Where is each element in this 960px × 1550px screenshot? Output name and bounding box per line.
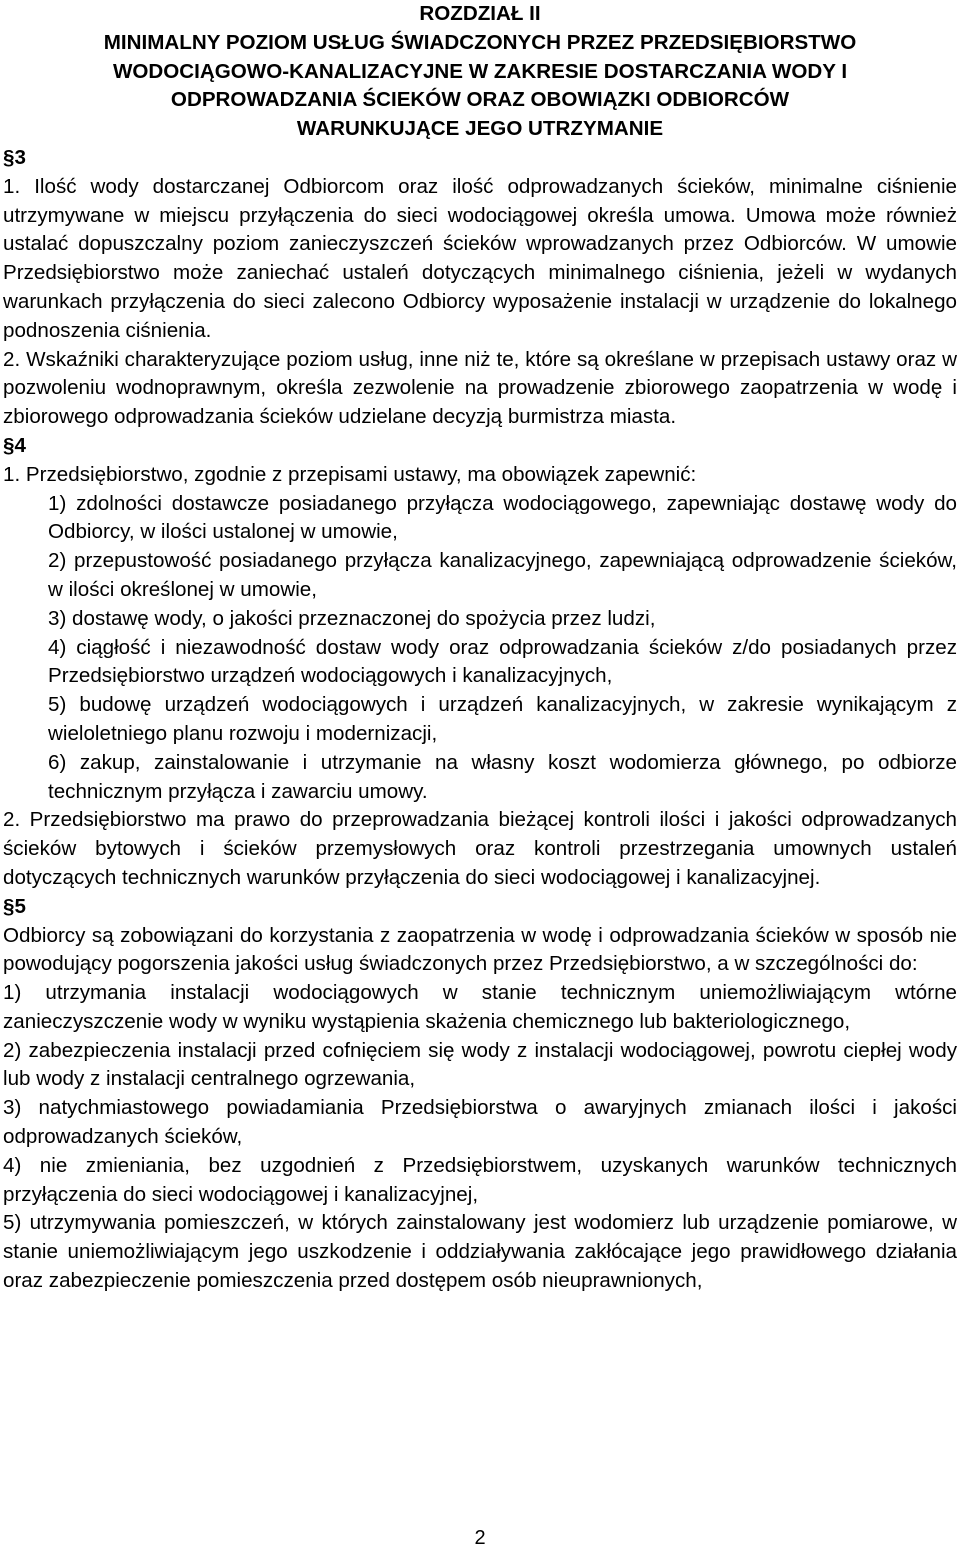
page-number: 2 — [474, 1527, 486, 1549]
section-heading-3: §3 — [3, 145, 26, 169]
chapter-title-line: MINIMALNY POZIOM USŁUG ŚWIADCZONYCH PRZEZ PRZEDSIĘBIORSTWO — [103, 30, 857, 54]
paragraph: 2. Wskaźniki charakteryzujące poziom usług, inne niż te, które są określane w przepisach ustawy oraz w pozwoleniu wodnoprawnym, określa zezwolenie na prowadzenie zbiorowego zaopatrzenia w wodę i zbiorowego odprowadzania ścieków udzielane decyzją burmistrza miasta. — [3, 347, 957, 429]
chapter-title-line: WARUNKUJĄCE JEGO UTRZYMANIE — [296, 117, 664, 141]
list-item: 4) ciągłość i niezawodność dostaw wody oraz odprowadzania ścieków z/do posiadanych przez Przedsiębiorstwo urządzeń wodociągowych i kanalizacyjnych, — [48, 635, 957, 688]
list-item: 2) zabezpieczenia instalacji przed cofnięciem się wody z instalacji wodociągowej, powrotu ciepłej wody lub wody z instalacji centralnego ogrzewania, — [3, 1038, 957, 1091]
chapter-title — [3, 0, 957, 144]
paragraph: Odbiorcy są zobowiązani do korzystania z zaopatrzenia w wodę i odprowadzania ścieków w sposób nie powodujący pogorszenia jakości usług świadczonych przez Przedsiębiorstwo, a w szczególności do: — [3, 923, 957, 976]
section-heading-4: §4 — [3, 433, 26, 457]
document-page — [3, 0, 957, 1296]
chapter-number: ROZDZIAŁ II — [419, 2, 541, 25]
list-item: 6) zakup, zainstalowanie i utrzymanie na własny koszt wodomierza głównego, po odbiorze technicznym przyłącza i zawarciu umowy. — [48, 750, 957, 803]
chapter-title-line: ODPROWADZANIA ŚCIEKÓW ORAZ OBOWIĄZKI ODBIORCÓW — [170, 88, 790, 112]
list-item: 5) utrzymywania pomieszczeń, w których zainstalowany jest wodomierz lub urządzenie pomiarowe, w stanie uniemożliwiającym jego uszkodzenie i oddziaływania zakłócające jego prawidłowego działania oraz zabezpieczenie pomieszczenia przed dostępem osób nieuprawnionych, — [3, 1211, 957, 1293]
chapter-title-line: WODOCIĄGOWO-KANALIZACYJNE W ZAKRESIE DOSTARCZANIA WODY I — [112, 59, 848, 83]
list-item: 1) zdolności dostawcze posiadanego przyłącza wodociągowego, zapewniając dostawę wody do Odbiorcy, w ilości ustalonej w umowie, — [48, 491, 957, 544]
list-item: 1) utrzymania instalacji wodociągowych w stanie technicznym uniemożliwiającym wtórne zanieczyszczenie wody w wyniku wystąpienia skażenia chemicznego lub bakteriologicznego, — [3, 981, 957, 1033]
list-item: 4) nie zmieniania, bez uzgodnień z Przedsiębiorstwem, uzyskanych warunków technicznych przyłączenia do sieci wodociągowej i kanalizacyjnej, — [3, 1153, 957, 1206]
list-item: 5) budowę urządzeń wodociągowych i urządzeń kanalizacyjnych, w zakresie wynikającym z wieloletniego planu rozwoju i modernizacji, — [48, 693, 957, 745]
paragraph: 1. Przedsiębiorstwo, zgodnie z przepisami ustawy, ma obowiązek zapewnić: — [3, 462, 697, 486]
section-heading-5: §5 — [3, 894, 26, 918]
paragraph: 1. Ilość wody dostarczanej Odbiorcom oraz ilość odprowadzanych ścieków, minimalne ciśnienie utrzymywane w miejscu przyłączenia do sieci wodociągowej określa umowa. Umowa może również ustalać dopuszczalny poziom zanieczyszczeń ścieków wprowadzanych przez Odbiorców. W umowie Przedsiębiorstwo może zaniechać ustaleń dotyczących minimalnego ciśnienia, jeżeli w wydanych warunkach przyłączenia do sieci zalecono Odbiorcy wyposażenie instalacji w urządzenie do lokalnego podnoszenia ciśnienia. — [3, 174, 957, 342]
list-item: 3) natychmiastowego powiadamiania Przedsiębiorstwa o awaryjnych zmianach ilości i jakości odprowadzanych ścieków, — [3, 1096, 957, 1149]
list-item: 3) dostawę wody, o jakości przeznaczonej do spożycia przez ludzi, — [48, 606, 656, 630]
paragraph: 2. Przedsiębiorstwo ma prawo do przeprowadzania bieżącej kontroli ilości i jakości odprowadzanych ścieków bytowych i ścieków przemysłowych oraz kontroli przestrzegania umownych ustaleń dotyczących technicznych warunków przyłączenia do sieci wodociągowej i kanalizacyjnej. — [3, 808, 957, 889]
list-item: 2) przepustowość posiadanego przyłącza kanalizacyjnego, zapewniającą odprowadzenie ścieków, w ilości określonej w umowie, — [48, 549, 957, 601]
